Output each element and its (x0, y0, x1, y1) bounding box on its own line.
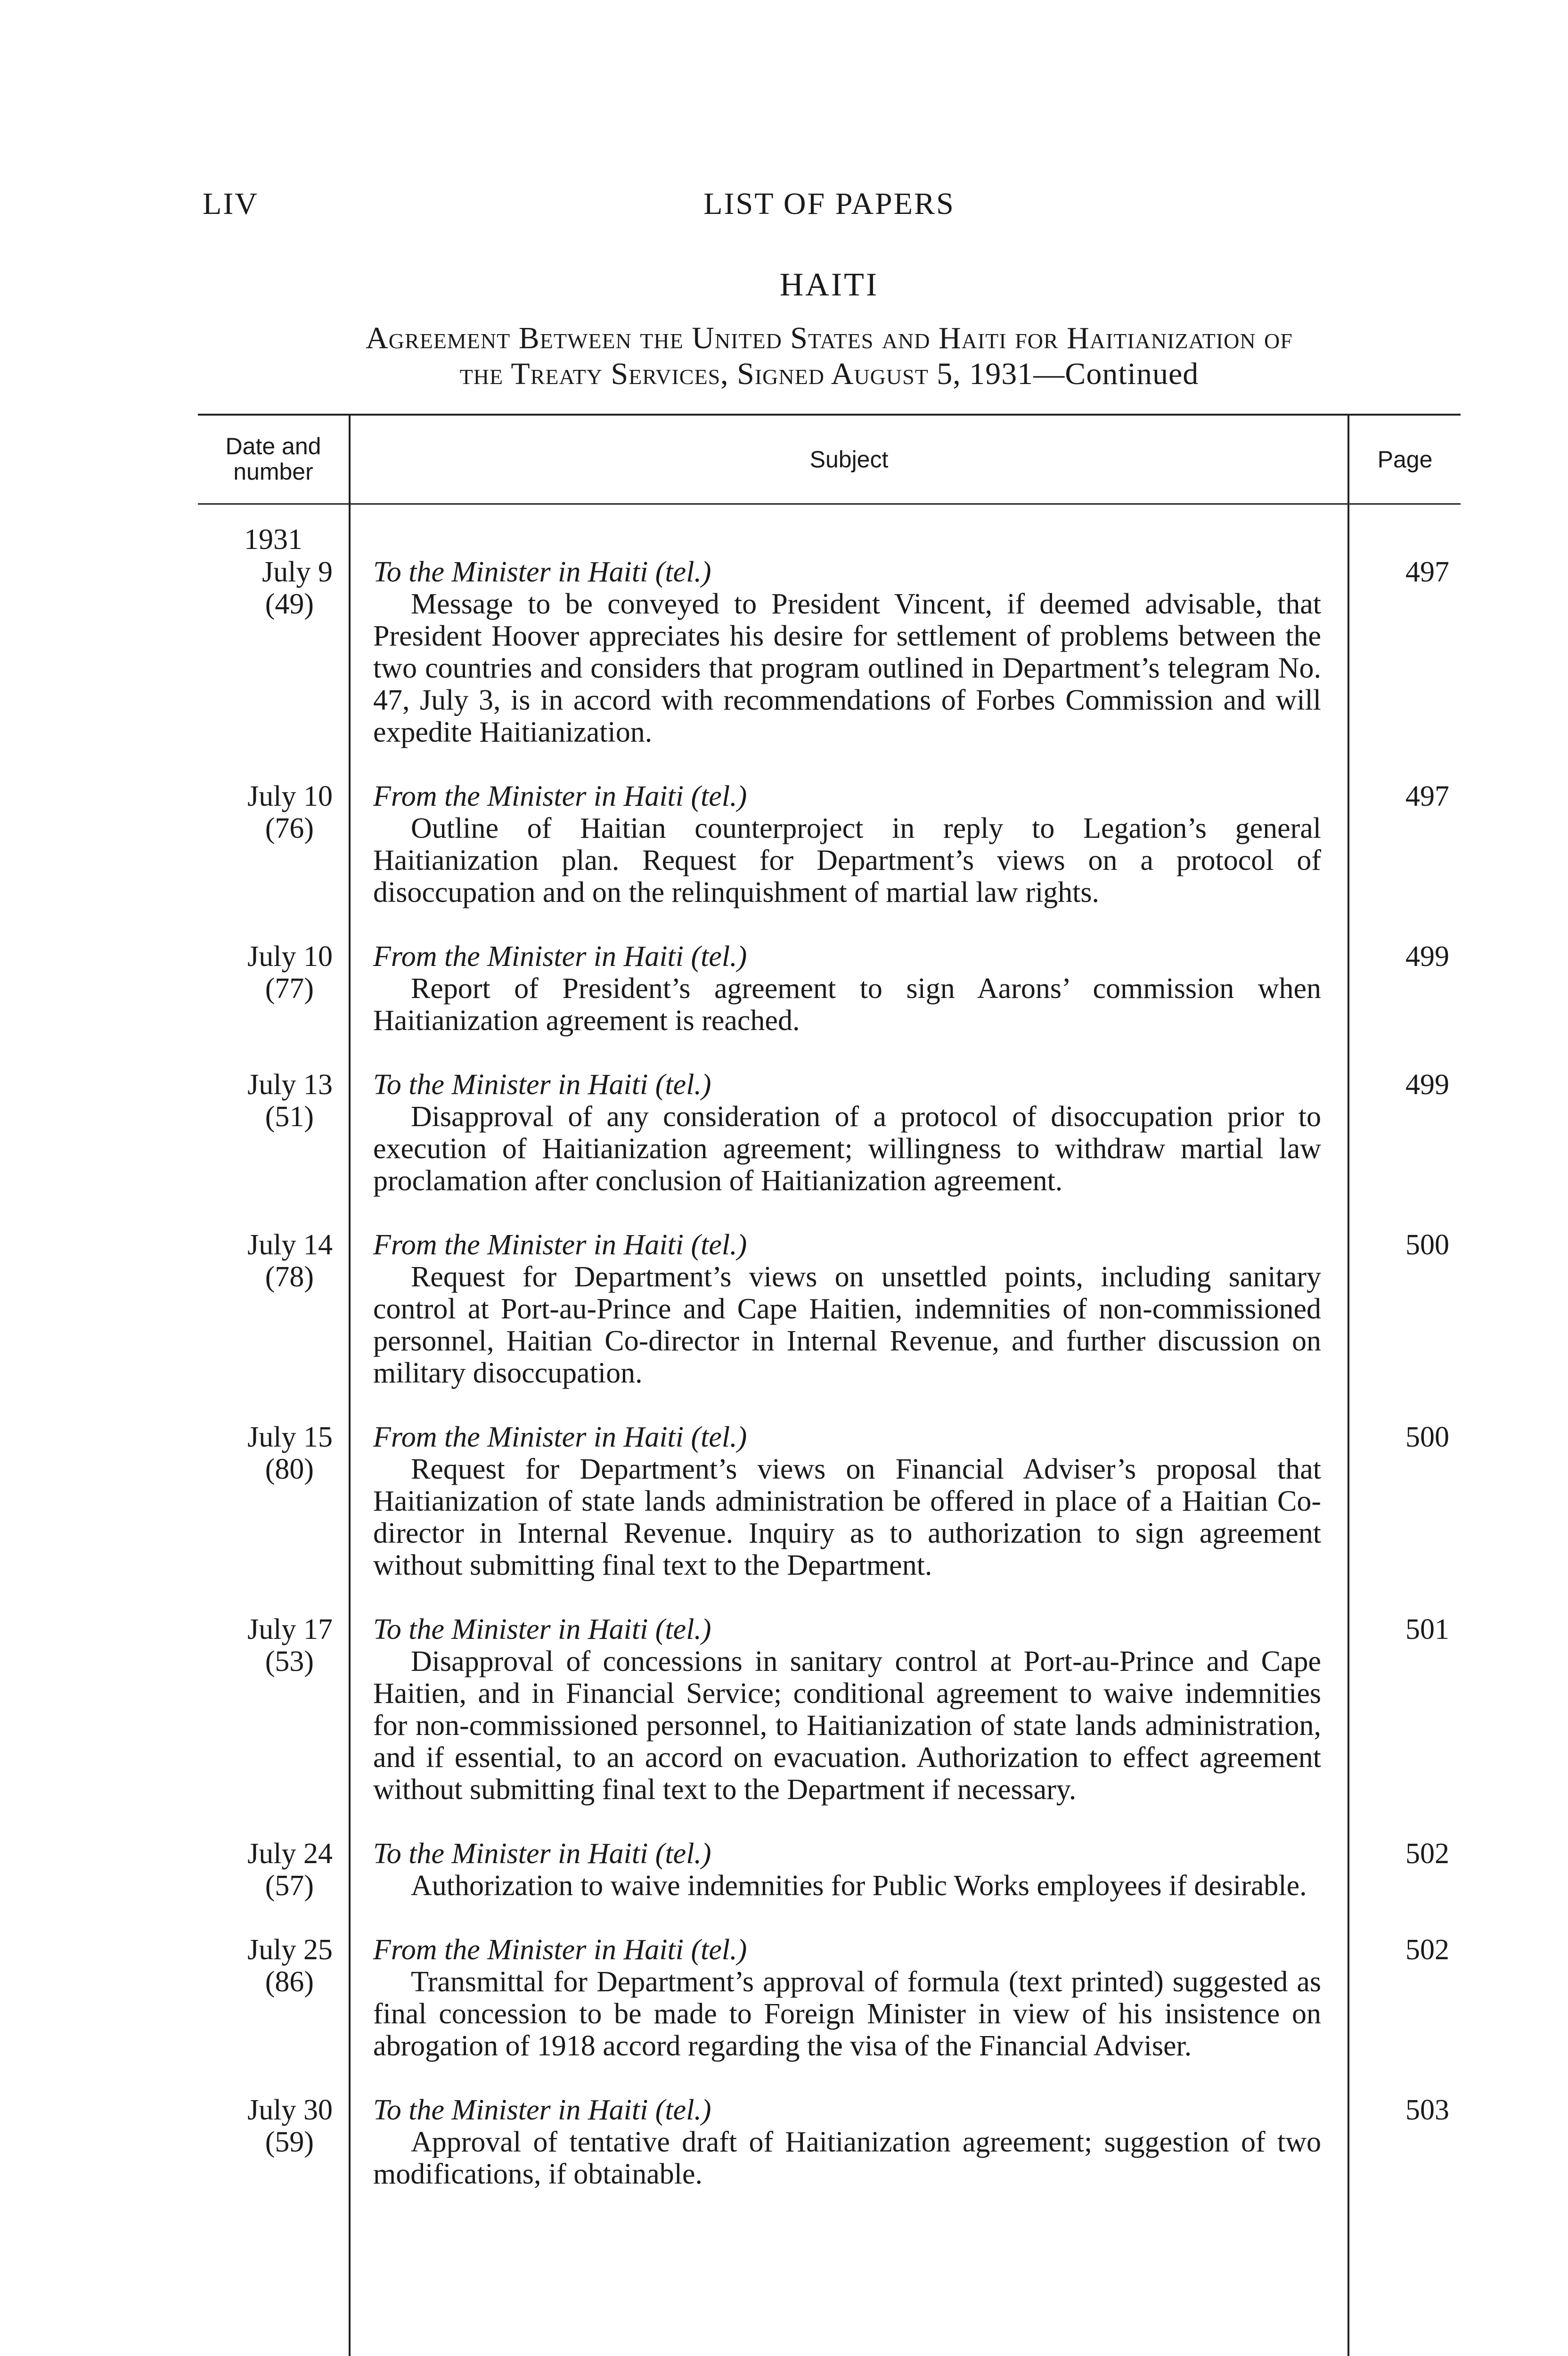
column-header-date-line-2: number (233, 458, 313, 485)
entry-number: (51) (265, 1101, 314, 1133)
entry-subject-cell (351, 2094, 1348, 2190)
entry-description: Transmittal for Department’s approval of formula (text printed) suggested as final concession to be made to Foreign Minister in view of his insistence on abrogation of 1918 accord regarding the visa of the Financial Adviser. (373, 1966, 1321, 2062)
entry-correspondent: From the Minister in Haiti (tel.) (373, 1934, 747, 1966)
entry-correspondent: To the Minister in Haiti (tel.) (373, 1838, 711, 1870)
entry-correspondent: To the Minister in Haiti (tel.) (373, 556, 711, 588)
entry-date-cell (198, 780, 349, 844)
entry-correspondent: From the Minister in Haiti (tel.) (373, 1229, 747, 1261)
column-header-page: Page (1377, 446, 1433, 473)
entry-page-number: 497 (1405, 556, 1449, 588)
entry-date-cell (198, 1838, 349, 1902)
entry-page-number: 499 (1405, 941, 1449, 973)
table-body (198, 523, 1461, 2222)
entry-list (198, 556, 1461, 2190)
running-title: LIST OF PAPERS (703, 187, 955, 221)
table-row (198, 556, 1461, 748)
entry-subject-cell (351, 941, 1348, 1037)
entry-date-cell (198, 941, 349, 1005)
entry-page-number: 500 (1405, 1421, 1449, 1453)
country-heading: HAITI (779, 267, 879, 303)
running-head (203, 186, 1456, 224)
entry-description: Message to be conveyed to President Vincent, if deemed advisable, that President Hoover appreciates his desire for settlement of problems between the two countries and considers that program outlined in Department’s telegram No. 47, July 3, is in accord with recommendations of Forbes Commission and will expedite Haitianization. (373, 588, 1321, 748)
entry-number: (77) (265, 973, 314, 1005)
entry-subject-cell (351, 1421, 1348, 1581)
entry-subject-cell (351, 1934, 1348, 2062)
table-row (198, 1069, 1461, 1197)
section-title-line-1: Agreement Between the United States and Haiti for Haitianization of (366, 321, 1293, 355)
entry-subject-cell (351, 1838, 1348, 1902)
entry-date: July 14 (247, 1229, 333, 1261)
section-title (198, 320, 1461, 392)
entry-date-cell (198, 1229, 349, 1293)
entry-description: Authorization to waive indemnities for Public Works employees if desirable. (411, 1870, 1307, 1902)
entry-number: (86) (265, 1966, 314, 1998)
entry-subject-cell (351, 1069, 1348, 1197)
entry-date: July 10 (247, 941, 333, 973)
entry-page-number: 501 (1405, 1613, 1449, 1645)
entry-description: Outline of Haitian counterproject in reply to Legation’s general Haitianization plan. Request for Department’s views on a protocol of disoccupation and on the relinquishment of martial law rights. (373, 812, 1321, 908)
entry-page-number: 500 (1405, 1229, 1449, 1261)
entry-description: Request for Department’s views on unsettled points, including sanitary control at Port-au-Prince and Cape Haitien, indemnities of non-commissioned personnel, Haitian Co-director in Internal Revenue, and further discussion on military disoccupation. (373, 1261, 1321, 1389)
entry-correspondent: From the Minister in Haiti (tel.) (373, 780, 747, 812)
entry-description: Request for Department’s views on Financial Adviser’s proposal that Haitianization of state lands administration be offered in place of a Haitian Co-director in Internal Revenue. Inquiry as to authorization to sign agreement without submitting final text to the Department. (373, 1453, 1321, 1581)
entry-number: (80) (265, 1453, 314, 1485)
entry-date: July 15 (247, 1421, 333, 1453)
entry-correspondent: To the Minister in Haiti (tel.) (373, 1613, 711, 1645)
table-row (198, 1421, 1461, 1581)
year-label: 1931 (244, 524, 302, 556)
entry-page-number: 497 (1405, 780, 1449, 812)
entry-date-cell (198, 556, 349, 620)
section-title-line-2 (198, 356, 1461, 392)
entry-description: Disapproval of any consideration of a protocol of disoccupation prior to execution of Haitianization agreement; willingness to withdraw martial law proclamation after conclusion of Haitianization agreement. (373, 1101, 1321, 1197)
entry-number: (76) (265, 812, 314, 844)
entry-number: (53) (265, 1645, 314, 1677)
table-row (198, 1838, 1461, 1902)
entry-date: July 13 (247, 1069, 333, 1101)
entry-page-number: 503 (1405, 2094, 1449, 2126)
entry-description: Approval of tentative draft of Haitianization agreement; suggestion of two modifications, if obtainable. (373, 2126, 1321, 2190)
table-row (198, 1934, 1461, 2062)
entry-date-cell (198, 1934, 349, 1998)
page-number: LIV (203, 187, 259, 221)
entry-correspondent: To the Minister in Haiti (tel.) (373, 1069, 711, 1101)
entry-date: July 9 (262, 556, 333, 588)
entry-date: July 17 (247, 1613, 333, 1645)
entry-number: (78) (265, 1261, 314, 1293)
entry-date-cell (198, 1069, 349, 1133)
entry-number: (59) (265, 2126, 314, 2158)
entry-correspondent: To the Minister in Haiti (tel.) (373, 2094, 711, 2126)
table-row (198, 780, 1461, 908)
entry-date: July 25 (247, 1934, 333, 1966)
column-header-date (198, 434, 349, 484)
entry-number: (49) (265, 588, 314, 620)
entry-subject-cell (351, 1229, 1348, 1389)
entry-subject-cell (351, 556, 1348, 748)
entry-page-number: 499 (1405, 1069, 1449, 1101)
column-header-subject: Subject (809, 446, 889, 473)
table-row (198, 1229, 1461, 1389)
entry-description: Disapproval of concessions in sanitary control at Port-au-Prince and Cape Haitien, and in Financial Service; conditional agreement to waive indemnities for non-commissioned personnel, to Haitianization of state lands administration, and if essential, to an accord on evacuation. Authorization to effect agreement without submitting final text to the Department if necessary. (373, 1645, 1321, 1806)
entry-number: (57) (265, 1870, 314, 1902)
section-title-line-2-main: the Treaty Services, Signed August 5, 1931 (459, 357, 1034, 391)
table-row (198, 2094, 1461, 2190)
column-header-date-line-1: Date and (225, 433, 321, 459)
entry-correspondent: From the Minister in Haiti (tel.) (373, 941, 747, 973)
table-top-rule (198, 414, 1461, 416)
entry-page-number: 502 (1405, 1838, 1449, 1870)
section-title-continued: —Continued (1033, 357, 1199, 391)
entry-date-cell (198, 1421, 349, 1485)
entry-date: July 24 (247, 1838, 333, 1870)
entry-correspondent: From the Minister in Haiti (tel.) (373, 1421, 747, 1453)
table-row (198, 941, 1461, 1037)
entry-subject-cell (351, 780, 1348, 908)
entry-date: July 30 (247, 2094, 333, 2126)
entry-date-cell (198, 2094, 349, 2158)
entry-date: July 10 (247, 780, 333, 812)
table-header-rule (198, 503, 1461, 505)
table-row (198, 1613, 1461, 1806)
entry-page-number: 502 (1405, 1934, 1449, 1966)
entry-description: Report of President’s agreement to sign Aarons’ commission when Haitianization agreement is reached. (373, 973, 1321, 1037)
entry-date-cell (198, 1613, 349, 1677)
entry-subject-cell (351, 1613, 1348, 1806)
